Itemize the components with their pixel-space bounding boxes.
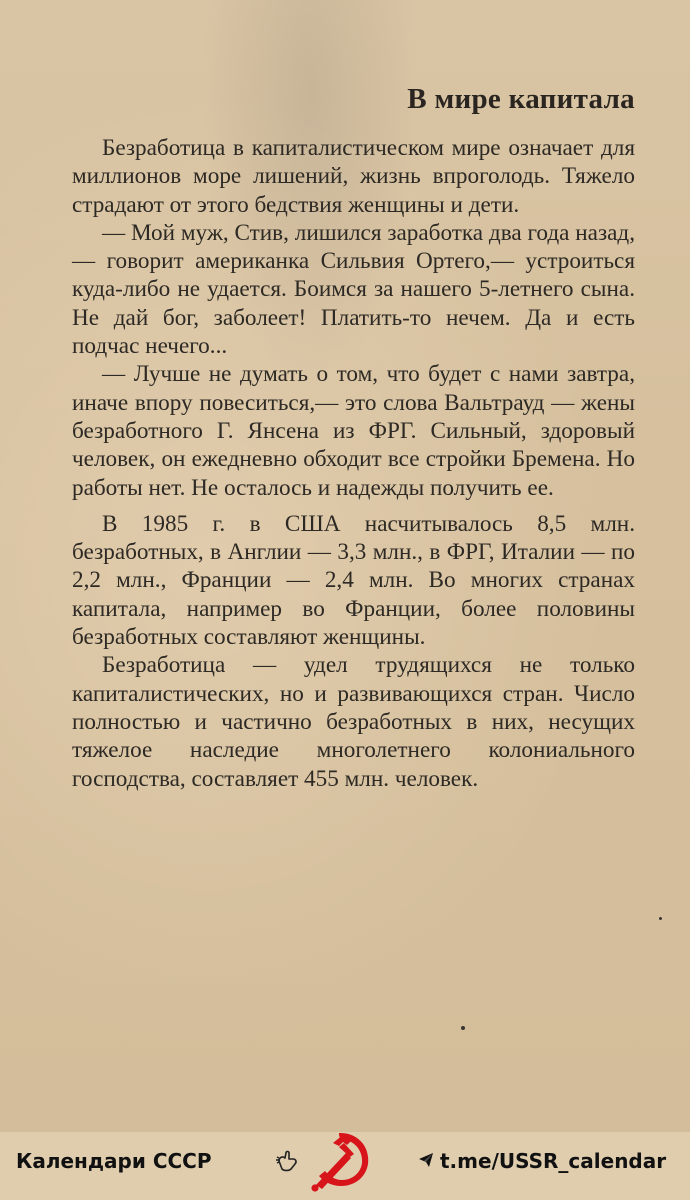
cursor-hand-icon xyxy=(273,1147,301,1175)
scan-speck xyxy=(659,917,662,920)
channel-link[interactable]: t.me/USSR_calendar xyxy=(440,1149,667,1173)
paragraph: — Мой муж, Стив, лишился заработка два года назад,— говорит американка Сильвия Ортего,— устроиться куда-либо не удается. Боимся за нашего 5-летнего сына. Не дай бог, заболеет! Платить-то нечем. Да и есть подчас нечего... xyxy=(72,219,635,360)
paragraph: В 1985 г. в США насчитывалось 8,5 млн. безработных, в Англии — 3,3 млн., в ФРГ, Италии — по 2,2 млн., Франции — 2,4 млн. Во многих странах капитала, например во Франции, более половины безработных составляют женщины. xyxy=(72,510,635,651)
article-body xyxy=(72,134,635,793)
telegram-send-icon xyxy=(418,1152,434,1168)
paragraph: — Лучше не думать о том, что будет с нами завтра, иначе впору повеситься,— это слова Вальтрауд — жены безработного Г. Янсена из ФРГ. Сильный, здоровый человек, он ежедневно обходит все стройки Бремена. Но работы нет. Не осталось и надежды получить ее. xyxy=(72,361,635,501)
paragraph: Безработица в капиталистическом мире означает для миллионов море лишений, жизнь впроголодь. Тяжело страдают от этого бедствия женщины и дети. xyxy=(72,135,635,218)
scan-speck xyxy=(461,1026,465,1030)
page-heading: В мире капитала xyxy=(407,83,635,115)
hammer-and-sickle-icon xyxy=(306,1128,378,1194)
brand-label: Календари СССР xyxy=(16,1149,212,1173)
paragraph: Безработица — удел трудящихся не только капиталистических, но и развивающихся стран. Число полностью и частично безработных в них, несущих тяжелое наследие многолетнего колониального господства, составляет 455 млн. человек. xyxy=(72,652,635,792)
